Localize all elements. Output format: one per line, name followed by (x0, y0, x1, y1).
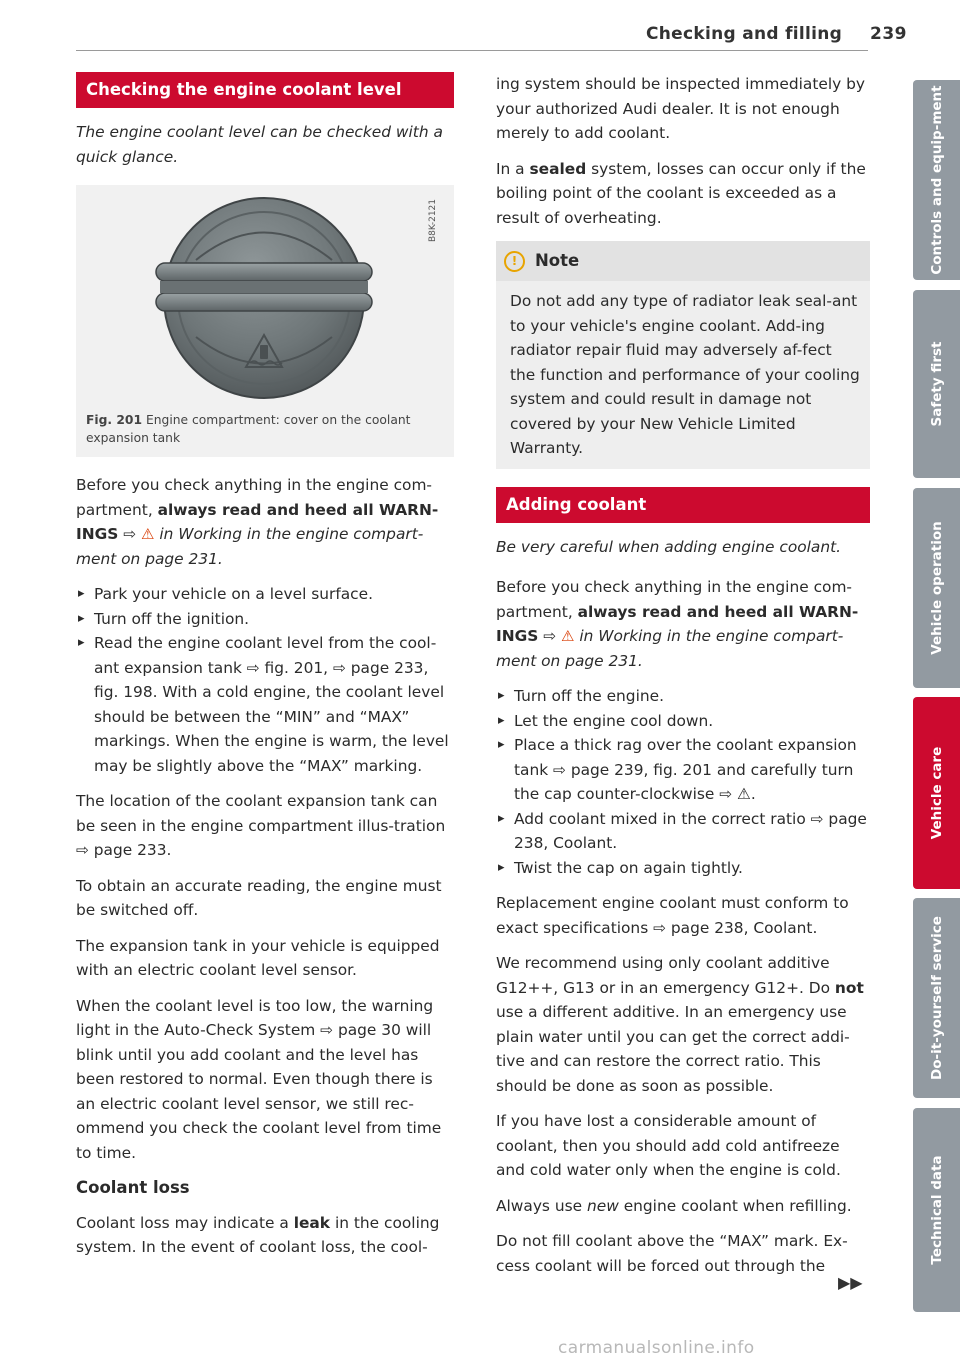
text-run: Always use (496, 1196, 587, 1215)
text-run-bold: always read and heed all WARN-INGS (496, 602, 859, 645)
cross-reference-link[interactable]: in Working in the engine compart-ment on page 231. (76, 525, 424, 568)
paragraph (496, 1194, 870, 1219)
running-header-title: Checking and filling (646, 24, 843, 44)
list-item: ▸ Twist the cap on again tightly. (496, 856, 870, 881)
text-run: system, losses can occur only if the boiling point of the coolant is exceeded as a result of overheating. (496, 159, 866, 227)
text-run: use a different additive. In an emergency use plain water until you can get the correct addi-tive and can restore the correct ratio. This should be done as soon as possible. (496, 1003, 850, 1095)
text-run-bold: leak (293, 1213, 331, 1232)
paragraph: Replacement engine coolant must conform to exact specifications ⇨ page 238, Coolant. (496, 894, 849, 937)
paragraph: When the coolant level is too low, the warning light in the Auto-Check System ⇨ page 30 will blink until you add coolant and the level has been restored to normal. Even though there is an electric coolant level sensor, we still rec-ommend you check the coolant level from time to time. (76, 996, 442, 1162)
sidebar-tab-vehicle-operation[interactable] (913, 488, 960, 688)
paragraph (76, 1211, 454, 1260)
paragraph: If you have lost a considerable amount of coolant, then you should add cold antifreeze and cold water only when the engine is cold. (496, 1112, 841, 1179)
list-item: ▸ Read the engine coolant level from the cool-ant expansion tank ⇨ fig. 201, ⇨ page 233, fig. 198. With a cold engine, the coolant level should be between the “MIN” and “MAX” markings. When the engine is warm, the level may be slightly above the “MAX” marking. (76, 631, 454, 778)
sidebar-tab-label: Controls and equip-ment (928, 85, 945, 275)
text-run: Coolant loss may indicate a (76, 1213, 294, 1232)
note-title: Note (535, 250, 580, 270)
note-text: Do not add any type of radiator leak seal-ant to your vehicle's engine coolant. Add-ing radiator repair fluid may adversely af-fect the function and performance of your cooling system and could result in damage not covered by your New Vehicle Limited Warranty. (510, 292, 860, 457)
text-run: Before you check anything in the engine com-partment, (496, 578, 852, 621)
sidebar-tab-technical-data[interactable] (913, 1108, 960, 1312)
note-box (496, 241, 870, 469)
text-run: Before you check anything in the engine com-partment, (76, 476, 432, 519)
sidebar-tab-controls[interactable] (913, 80, 960, 280)
sidebar-tab-label: Technical data (928, 1155, 945, 1265)
text-run: engine coolant when refilling. (618, 1196, 852, 1215)
header-rule (76, 50, 868, 51)
list-item: ▸ Add coolant mixed in the correct ratio ⇨ page 238, Coolant. (496, 807, 870, 856)
text-run: In a (496, 159, 530, 178)
paragraph: ing system should be inspected immediately by your authorized Audi dealer. It is not enough merely to add coolant. (496, 75, 866, 142)
list-item: ▸ Park your vehicle on a level surface. (76, 582, 454, 607)
list-item: ▸ Place a thick rag over the coolant expansion tank ⇨ page 239, fig. 201 and carefully turn the cap counter-clockwise ⇨ ⚠. (496, 733, 870, 807)
note-exclamation-icon: ! (504, 251, 525, 272)
procedure-steps-list (76, 582, 454, 778)
text-run: in the cooling system. In the event of coolant loss, the cool- (76, 1213, 440, 1256)
warning-triangle-icon[interactable]: ⚠ (141, 525, 155, 543)
cross-reference-link[interactable]: in Working in the engine compart-ment on page 231. (496, 627, 844, 670)
list-item: ▸ Turn off the engine. (496, 684, 870, 709)
paragraph: Do not fill coolant above the “MAX” mark. Ex-cess coolant will be forced out through the (496, 1232, 848, 1275)
left-column (76, 72, 454, 1271)
list-item: ▸ Turn off the ignition. (76, 607, 454, 632)
right-column (496, 72, 870, 1289)
figure-code: B8K-2121 (427, 199, 438, 243)
figure-201 (76, 185, 454, 457)
sidebar-tab-vehicle-care[interactable] (913, 697, 960, 889)
figure-label: Fig. 201 (86, 413, 143, 427)
sidebar-tab-do-it-yourself[interactable] (913, 898, 960, 1098)
sidebar-tab-safety[interactable] (913, 290, 960, 478)
paragraph (496, 157, 870, 231)
sidebar-tab-label: Vehicle care (928, 746, 945, 840)
procedure-steps-list (496, 684, 870, 880)
coolant-cap-icon (76, 185, 454, 407)
continue-arrow-icon: ▶▶ (838, 1273, 863, 1292)
text-run-bold: not (834, 978, 864, 997)
text-run: ⇨ (118, 525, 142, 543)
figure-caption-text: Engine compartment: cover on the coolant expansion tank (86, 413, 411, 445)
section-intro: Be very careful when adding engine coolant. (496, 537, 842, 556)
text-run-bold: sealed (529, 159, 587, 178)
sidebar-tab-label: Do-it-yourself service (928, 916, 945, 1080)
section-heading-adding-coolant: Adding coolant (496, 487, 870, 523)
text-run-bold: always read and heed all WARN-INGS (76, 500, 439, 543)
list-item: ▸ Let the engine cool down. (496, 709, 870, 734)
figure-caption (76, 407, 454, 457)
warning-triangle-icon[interactable]: ⚠ (561, 627, 575, 645)
text-run: We recommend using only coolant additive G12++, G13 or in an emergency G12+. Do (496, 954, 835, 997)
warning-reference-paragraph (76, 473, 454, 571)
paragraph: The expansion tank in your vehicle is equipped with an electric coolant level sensor. (76, 936, 440, 979)
text-run-italic: new (586, 1196, 619, 1215)
subheading-coolant-loss: Coolant loss (76, 1178, 190, 1197)
paragraph: To obtain an accurate reading, the engine must be switched off. (76, 876, 442, 919)
sidebar-tab-label: Vehicle operation (928, 521, 945, 655)
paragraph: The location of the coolant expansion tank can be seen in the engine compartment illus-tration ⇨ page 233. (76, 792, 446, 859)
section-intro: The engine coolant level can be checked with a quick glance. (76, 123, 443, 166)
text-run: ⇨ (538, 627, 562, 645)
watermark: carmanualsonline.info (558, 1338, 755, 1358)
coolant-cap-illustration (76, 185, 454, 407)
warning-reference-paragraph (496, 575, 870, 673)
paragraph (496, 951, 870, 1098)
section-heading-checking: Checking the engine coolant level (76, 72, 454, 108)
page-number: 239 (870, 24, 907, 44)
sidebar-tab-label: Safety first (928, 341, 945, 427)
note-header (496, 241, 870, 281)
